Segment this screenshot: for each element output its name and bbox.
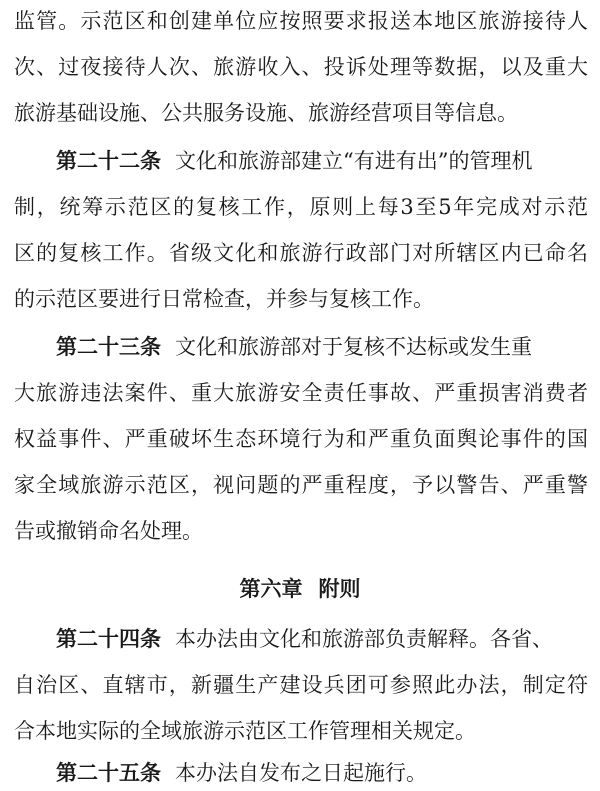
- chapter-heading: [0, 574, 600, 604]
- article-25-line: [56, 758, 588, 788]
- article-22-heading: 第二十二条: [56, 149, 161, 173]
- para-line: 告或撤销命名处理。: [14, 519, 203, 543]
- para-line: 家全域旅游示范区，视问题的严重程度，予以警告、严重警: [14, 473, 588, 497]
- chapter-number: 第六章: [239, 577, 303, 601]
- para-line: 监管。示范区和创建单位应按照要求报送本地区旅游接待人: [14, 9, 588, 33]
- article-24-heading: 第二十四条: [56, 627, 161, 651]
- para-line: 自治区、直辖市，新疆生产建设兵团可参照此办法，制定符: [14, 673, 588, 697]
- article-23-text: 文化和旅游部对于复核不达标或发生重: [175, 335, 532, 359]
- para-line: 旅游基础设施、公共服务设施、旅游经营项目等信息。: [14, 101, 518, 125]
- article-22-first-line: [56, 146, 588, 176]
- article-23-heading: 第二十三条: [56, 335, 161, 359]
- chapter-title: 附则: [318, 577, 361, 601]
- article-24-text: 本办法由文化和旅游部负责解释。各省、: [175, 627, 553, 651]
- article-25-text: 本办法自发布之日起施行。: [175, 761, 427, 785]
- para-line: 大旅游违法案件、重大旅游安全责任事故、严重损害消费者: [14, 381, 588, 405]
- para-line: 合本地实际的全域旅游示范区工作管理相关规定。: [14, 719, 476, 743]
- para-line: 的示范区要进行日常检查，并参与复核工作。: [14, 287, 434, 311]
- article-23-first-line: [56, 332, 588, 362]
- para-line: 区的复核工作。省级文化和旅游行政部门对所辖区内已命名: [14, 241, 588, 265]
- para-line: 次、过夜接待人次、旅游收入、投诉处理等数据，以及重大: [14, 55, 588, 79]
- article-24-first-line: [56, 624, 588, 654]
- article-22-text: 文化和旅游部建立“有进有出”的管理机: [175, 149, 533, 173]
- article-25-heading: 第二十五条: [56, 761, 161, 785]
- para-line: 制，统筹示范区的复核工作，原则上每3至5年完成对示范: [14, 195, 588, 219]
- para-line: 权益事件、严重破坏生态环境行为和严重负面舆论事件的国: [14, 427, 588, 451]
